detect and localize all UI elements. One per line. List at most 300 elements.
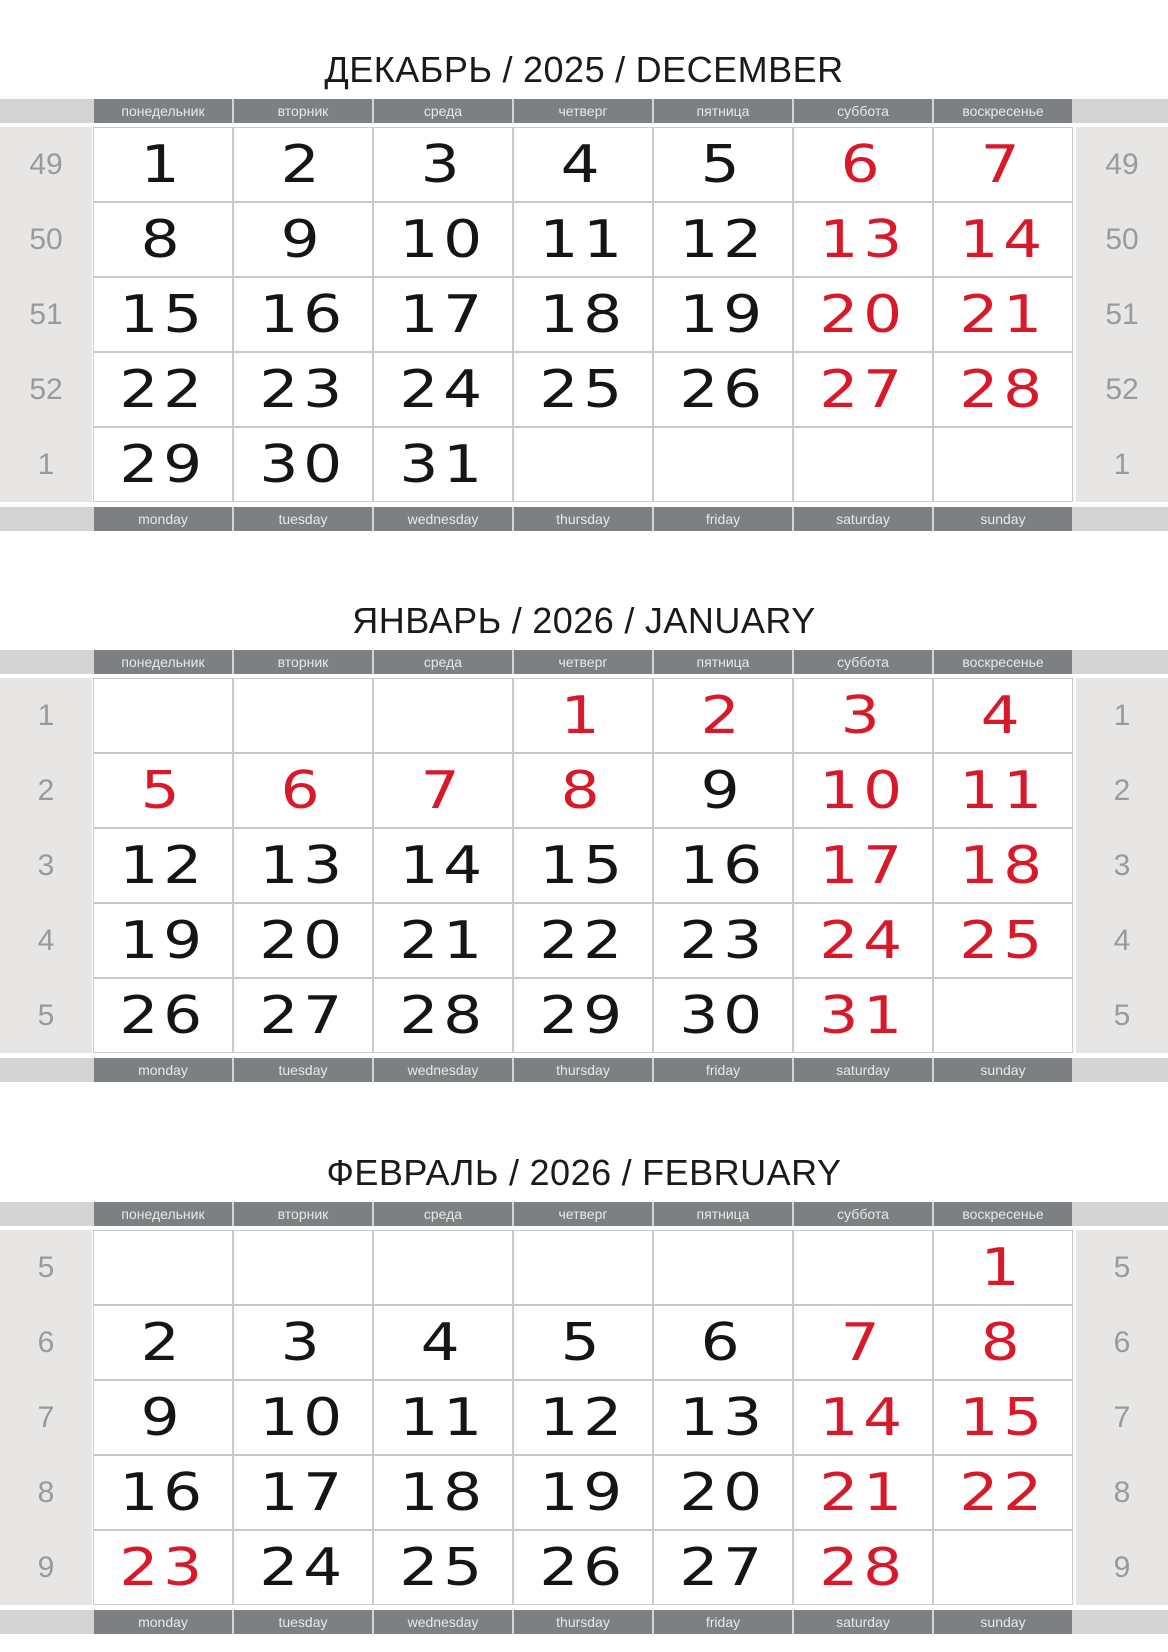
date-number: 20 [819, 285, 907, 345]
date-number: 7 [421, 761, 465, 821]
holiday-date-cell [934, 829, 1072, 902]
date-cell [94, 1456, 232, 1529]
date-number: 16 [259, 285, 347, 345]
holiday-date-cell [794, 1531, 932, 1604]
weekday-footer-en [0, 1610, 1168, 1634]
date-number: 12 [679, 210, 767, 270]
date-cell [94, 829, 232, 902]
holiday-date-cell [94, 1531, 232, 1604]
date-number: 8 [981, 1313, 1025, 1373]
holiday-date-cell [794, 979, 932, 1052]
weekday-footer-en [0, 1058, 1168, 1082]
week-number: 3 [37, 849, 55, 882]
date-number: 10 [399, 210, 487, 270]
date-cell [374, 278, 512, 351]
holiday-date-cell [934, 1231, 1072, 1304]
date-number: 21 [959, 285, 1047, 345]
week-number: 4 [37, 924, 55, 957]
date-number: 14 [399, 836, 487, 896]
month-year: 2026 [529, 1152, 612, 1193]
date-cell [234, 1531, 372, 1604]
date-cell [374, 1231, 512, 1304]
date-number: 17 [259, 1463, 347, 1523]
date-number: 14 [819, 1388, 907, 1448]
date-number: 19 [119, 911, 207, 971]
date-number: 9 [281, 210, 325, 270]
date-number: 6 [841, 135, 885, 195]
holiday-date-cell [654, 679, 792, 752]
weekday-header-ru [0, 650, 1168, 674]
week-number: 52 [29, 373, 63, 406]
date-number: 2 [141, 1313, 185, 1373]
date-number: 28 [819, 1538, 907, 1598]
weekday-label: понедельник [94, 99, 232, 123]
date-number: 9 [701, 761, 745, 821]
date-cell [654, 1456, 792, 1529]
date-cell [234, 979, 372, 1052]
date-number: 27 [259, 986, 347, 1046]
date-cell [94, 203, 232, 276]
date-number: 26 [119, 986, 207, 1046]
date-cell [234, 679, 372, 752]
date-number: 15 [119, 285, 207, 345]
date-number: 23 [119, 1538, 207, 1598]
date-number: 24 [399, 360, 487, 420]
week-number: 8 [1113, 1476, 1131, 1509]
week-number-column-right [1076, 678, 1168, 1053]
month-title [0, 48, 1168, 92]
date-number: 1 [981, 1238, 1025, 1298]
date-number: 8 [141, 210, 185, 270]
date-cell [374, 679, 512, 752]
date-cell [374, 979, 512, 1052]
date-number: 17 [399, 285, 487, 345]
date-cell [94, 904, 232, 977]
date-cell [374, 428, 512, 501]
date-cell [654, 278, 792, 351]
holiday-date-cell [794, 679, 932, 752]
date-number: 29 [539, 986, 627, 1046]
date-number: 1 [561, 686, 605, 746]
date-cell [654, 979, 792, 1052]
date-number: 17 [819, 836, 907, 896]
weekday-label: friday [654, 1610, 792, 1634]
date-cell [234, 128, 372, 201]
month-name-en: DECEMBER [635, 49, 844, 90]
holiday-date-cell [794, 1306, 932, 1379]
date-number: 22 [539, 911, 627, 971]
weekday-label: friday [654, 1058, 792, 1082]
date-number: 11 [959, 761, 1047, 821]
date-number: 27 [679, 1538, 767, 1598]
week-number: 50 [1105, 223, 1139, 256]
weekday-label: monday [94, 1610, 232, 1634]
date-number: 8 [561, 761, 605, 821]
date-number: 31 [819, 986, 907, 1046]
holiday-date-cell [514, 679, 652, 752]
date-cell [234, 1231, 372, 1304]
date-cell [94, 428, 232, 501]
date-number: 21 [819, 1463, 907, 1523]
weekday-label: среда [374, 99, 512, 123]
date-cell [514, 829, 652, 902]
weekday-label: среда [374, 1202, 512, 1226]
date-cell [234, 1306, 372, 1379]
month-title [0, 599, 1168, 643]
date-number: 11 [399, 1388, 487, 1448]
week-number-column-right [1076, 127, 1168, 502]
date-cell [514, 278, 652, 351]
holiday-date-cell [94, 754, 232, 827]
date-number: 20 [679, 1463, 767, 1523]
date-cell [654, 428, 792, 501]
week-number: 2 [1113, 774, 1131, 807]
date-number: 25 [399, 1538, 487, 1598]
weekday-label: saturday [794, 1058, 932, 1082]
date-number: 7 [981, 135, 1025, 195]
date-number: 6 [281, 761, 325, 821]
date-cell [654, 754, 792, 827]
date-number: 31 [399, 435, 487, 495]
date-cell [514, 353, 652, 426]
month-grid [0, 127, 1168, 502]
date-cell [794, 428, 932, 501]
date-cell [94, 128, 232, 201]
date-number: 27 [819, 360, 907, 420]
week-number: 1 [37, 448, 55, 481]
date-number: 14 [959, 210, 1047, 270]
date-cell [654, 1381, 792, 1454]
date-cell [374, 1456, 512, 1529]
holiday-date-cell [794, 128, 932, 201]
holiday-date-cell [934, 203, 1072, 276]
date-cell [654, 1306, 792, 1379]
date-number: 13 [259, 836, 347, 896]
holiday-date-cell [934, 1456, 1072, 1529]
weekday-label: saturday [794, 507, 932, 531]
date-number: 10 [819, 761, 907, 821]
month-grid [0, 1230, 1168, 1605]
holiday-date-cell [794, 904, 932, 977]
weekday-label: sunday [934, 507, 1072, 531]
date-cell [94, 278, 232, 351]
date-number: 13 [679, 1388, 767, 1448]
date-cell [234, 1381, 372, 1454]
weekday-label: wednesday [374, 507, 512, 531]
weekday-label: четверг [514, 650, 652, 674]
week-number: 51 [1105, 298, 1139, 331]
date-number: 2 [281, 135, 325, 195]
date-cell [514, 428, 652, 501]
weekday-label: вторник [234, 1202, 372, 1226]
date-cell [514, 1231, 652, 1304]
date-cell [794, 1231, 932, 1304]
date-number: 3 [421, 135, 465, 195]
date-cell [654, 1231, 792, 1304]
title-separator: / [511, 600, 523, 641]
date-cell [514, 1456, 652, 1529]
date-number: 28 [399, 986, 487, 1046]
date-number: 30 [259, 435, 347, 495]
holiday-date-cell [794, 754, 932, 827]
weekday-label: monday [94, 507, 232, 531]
date-number: 4 [561, 135, 605, 195]
date-cell [94, 353, 232, 426]
holiday-date-cell [794, 353, 932, 426]
date-cell [514, 1531, 652, 1604]
date-cell [234, 353, 372, 426]
date-number: 11 [539, 210, 627, 270]
week-number: 5 [1113, 1251, 1131, 1284]
week-number: 2 [37, 774, 55, 807]
week-number: 7 [37, 1401, 55, 1434]
date-number: 15 [959, 1388, 1047, 1448]
title-separator: / [509, 1152, 520, 1193]
weekday-label: воскресенье [934, 1202, 1072, 1226]
date-number: 15 [539, 836, 627, 896]
weekday-label: пятница [654, 650, 792, 674]
weekday-label: понедельник [94, 650, 232, 674]
holiday-date-cell [374, 754, 512, 827]
date-cell [94, 1306, 232, 1379]
date-cell [934, 979, 1072, 1052]
date-cell [374, 1381, 512, 1454]
date-number: 12 [539, 1388, 627, 1448]
weekday-label: среда [374, 650, 512, 674]
date-number: 3 [281, 1313, 325, 1373]
month-block [0, 1103, 1168, 1630]
weekday-label: суббота [794, 650, 932, 674]
date-cell [234, 203, 372, 276]
month-name-en: FEBRUARY [642, 1152, 842, 1193]
date-number: 18 [959, 836, 1047, 896]
weekday-footer-en [0, 507, 1168, 531]
week-number-column-left [0, 678, 92, 1053]
date-number: 18 [539, 285, 627, 345]
weekday-label: wednesday [374, 1610, 512, 1634]
week-number: 9 [37, 1551, 55, 1584]
date-number: 24 [819, 911, 907, 971]
week-number: 9 [1113, 1551, 1131, 1584]
date-number: 7 [841, 1313, 885, 1373]
month-title [0, 1151, 1168, 1195]
weekday-label: пятница [654, 1202, 792, 1226]
date-number: 25 [959, 911, 1047, 971]
week-number-column-left [0, 127, 92, 502]
date-cell [374, 904, 512, 977]
date-number: 26 [539, 1538, 627, 1598]
date-number: 23 [679, 911, 767, 971]
month-name-ru: ФЕВРАЛЬ [326, 1152, 500, 1193]
date-number: 6 [701, 1313, 745, 1373]
holiday-date-cell [934, 904, 1072, 977]
date-number: 16 [679, 836, 767, 896]
date-number: 9 [141, 1388, 185, 1448]
title-separator: / [624, 600, 635, 641]
weekday-label: tuesday [234, 1058, 372, 1082]
weekday-label: monday [94, 1058, 232, 1082]
date-cell [374, 1306, 512, 1379]
date-cell [234, 904, 372, 977]
holiday-date-cell [934, 679, 1072, 752]
date-cell [94, 679, 232, 752]
date-number: 19 [679, 285, 767, 345]
date-number: 12 [119, 836, 207, 896]
week-number-column-left [0, 1230, 92, 1605]
date-cell [934, 428, 1072, 501]
date-number: 19 [539, 1463, 627, 1523]
month-name-ru: ЯНВАРЬ [352, 600, 502, 641]
date-cell [514, 203, 652, 276]
weekday-label: sunday [934, 1610, 1072, 1634]
week-number: 49 [29, 148, 63, 181]
weekday-label: tuesday [234, 507, 372, 531]
title-separator: / [621, 1152, 633, 1193]
weekday-label: четверг [514, 1202, 652, 1226]
date-cell [94, 979, 232, 1052]
date-cell [514, 128, 652, 201]
date-cell [94, 1381, 232, 1454]
date-number: 30 [679, 986, 767, 1046]
week-number: 6 [1113, 1326, 1131, 1359]
month-block [0, 0, 1168, 527]
week-number: 1 [1113, 448, 1131, 481]
holiday-date-cell [934, 353, 1072, 426]
date-number: 21 [399, 911, 487, 971]
date-number: 18 [399, 1463, 487, 1523]
date-cell [934, 1531, 1072, 1604]
date-cell [374, 203, 512, 276]
week-number: 51 [29, 298, 63, 331]
weekday-header-ru [0, 1202, 1168, 1226]
date-number: 5 [141, 761, 185, 821]
weekday-label: вторник [234, 650, 372, 674]
weekday-label: воскресенье [934, 650, 1072, 674]
weekday-label: пятница [654, 99, 792, 123]
date-cell [514, 979, 652, 1052]
title-separator: / [502, 49, 513, 90]
date-number: 22 [959, 1463, 1047, 1523]
day-cells [94, 127, 1074, 502]
weekday-label: понедельник [94, 1202, 232, 1226]
date-cell [654, 203, 792, 276]
date-number: 2 [701, 686, 745, 746]
date-cell [654, 128, 792, 201]
date-cell [654, 829, 792, 902]
week-number: 49 [1105, 148, 1139, 181]
week-number: 50 [29, 223, 63, 256]
week-number: 1 [1113, 699, 1131, 732]
month-name-ru: ДЕКАБРЬ [324, 49, 493, 90]
holiday-date-cell [794, 1456, 932, 1529]
week-number: 3 [1113, 849, 1131, 882]
date-number: 4 [421, 1313, 465, 1373]
month-year: 2026 [532, 600, 615, 641]
week-number: 7 [1113, 1401, 1131, 1434]
weekday-label: friday [654, 507, 792, 531]
week-number: 6 [37, 1326, 55, 1359]
date-cell [234, 278, 372, 351]
date-number: 1 [141, 135, 185, 195]
holiday-date-cell [934, 1306, 1072, 1379]
holiday-date-cell [934, 754, 1072, 827]
holiday-date-cell [934, 1381, 1072, 1454]
weekday-label: вторник [234, 99, 372, 123]
date-cell [374, 353, 512, 426]
month-name-en: JANUARY [644, 600, 816, 641]
date-cell [374, 128, 512, 201]
date-cell [374, 1531, 512, 1604]
date-number: 13 [819, 210, 907, 270]
date-number: 5 [561, 1313, 605, 1373]
weekday-label: четверг [514, 99, 652, 123]
weekday-label: wednesday [374, 1058, 512, 1082]
date-number: 22 [119, 360, 207, 420]
title-separator: / [615, 49, 626, 90]
holiday-date-cell [794, 1381, 932, 1454]
date-number: 24 [259, 1538, 347, 1598]
date-number: 4 [981, 686, 1025, 746]
weekday-label: thursday [514, 507, 652, 531]
date-number: 23 [259, 360, 347, 420]
date-number: 10 [259, 1388, 347, 1448]
day-cells [94, 1230, 1074, 1605]
holiday-date-cell [234, 754, 372, 827]
weekday-label: воскресенье [934, 99, 1072, 123]
weekday-label: суббота [794, 99, 932, 123]
date-number: 28 [959, 360, 1047, 420]
weekday-label: tuesday [234, 1610, 372, 1634]
holiday-date-cell [934, 128, 1072, 201]
weekday-label: thursday [514, 1058, 652, 1082]
date-number: 3 [841, 686, 885, 746]
date-number: 5 [701, 135, 745, 195]
date-number: 20 [259, 911, 347, 971]
weekday-label: saturday [794, 1610, 932, 1634]
date-cell [654, 1531, 792, 1604]
weekday-label: суббота [794, 1202, 932, 1226]
holiday-date-cell [514, 754, 652, 827]
holiday-date-cell [934, 278, 1072, 351]
date-cell [374, 829, 512, 902]
week-number: 8 [37, 1476, 55, 1509]
date-cell [514, 1381, 652, 1454]
week-number: 4 [1113, 924, 1131, 957]
holiday-date-cell [794, 203, 932, 276]
date-number: 26 [679, 360, 767, 420]
weekday-label: thursday [514, 1610, 652, 1634]
week-number-column-right [1076, 1230, 1168, 1605]
holiday-date-cell [794, 829, 932, 902]
day-cells [94, 678, 1074, 1053]
week-number: 52 [1105, 373, 1139, 406]
date-number: 29 [119, 435, 207, 495]
date-number: 25 [539, 360, 627, 420]
date-cell [514, 1306, 652, 1379]
date-cell [234, 428, 372, 501]
weekday-label: sunday [934, 1058, 1072, 1082]
date-cell [94, 1231, 232, 1304]
month-grid [0, 678, 1168, 1053]
date-number: 16 [119, 1463, 207, 1523]
date-cell [654, 353, 792, 426]
date-cell [514, 904, 652, 977]
date-cell [234, 1456, 372, 1529]
week-number: 1 [37, 699, 55, 732]
month-block [0, 551, 1168, 1078]
holiday-date-cell [794, 278, 932, 351]
date-cell [654, 904, 792, 977]
